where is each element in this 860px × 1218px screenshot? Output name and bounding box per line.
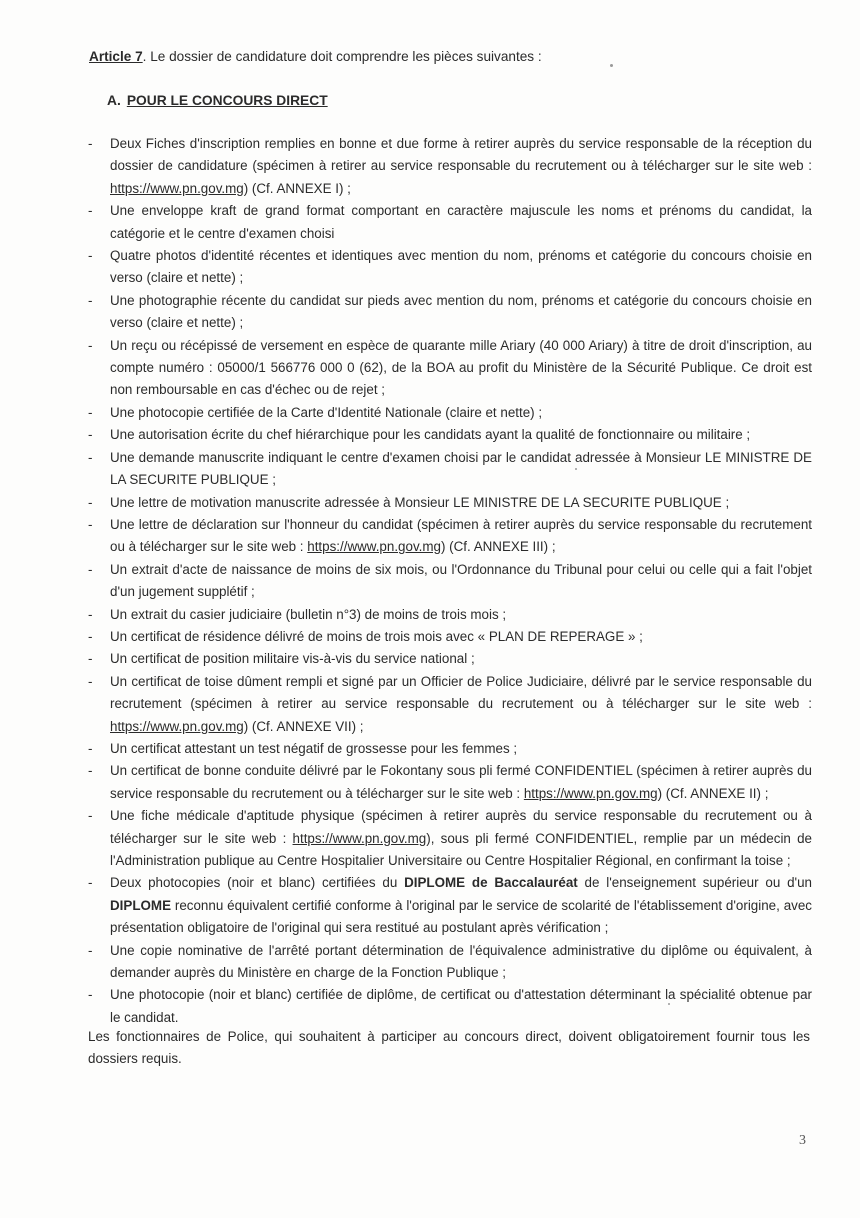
list-item [88,290,812,335]
bullet-dash: - [88,449,93,465]
item-text: Une lettre de motivation manuscrite adressée à Monsieur LE MINISTRE DE LA SECURITE PUBLIQUE ; [110,494,730,510]
list-item [88,335,812,402]
item-text: Deux Fiches d'inscription remplies en bonne et due forme à retirer auprès du service responsable de la réception du dossier de candidature (spécimen à retirer au service responsable du recrutement ou à télécharger sur le site web : [110,136,812,174]
bullet-dash: - [88,561,93,577]
article-heading [89,48,542,66]
bullet-dash: - [88,628,93,644]
bullet-dash: - [88,337,93,353]
bullet-dash: - [88,516,93,532]
item-text: Une lettre de déclaration sur l'honneur du candidat (spécimen à retirer auprès du service responsable du recrutement ou à télécharger sur le site web : [110,516,812,555]
item-text: Un certificat attestant un test négatif de grossesse pour les femmes ; [110,740,518,756]
list-item [88,671,812,738]
bullet-dash: - [88,248,93,264]
page-number: 3 [799,1133,806,1148]
bullet-dash: - [88,136,93,151]
item-text: Un reçu ou récépissé de versement en espèce de quarante mille Ariary (40 000 Ariary) à titre de droit d'inscription, au compte numéro : 05000/1 566776 000 0 (62), de la BOA au profit du Ministère de la Sécurité Publique. Ce droit est non remboursable en cas d'échec ou de rejet ; [110,337,812,398]
bullet-dash: - [88,808,93,824]
item-text: Un extrait d'acte de naissance de moins de six mois, ou l'Ordonnance du Tribunal pour celui ou celle qui a fait l'objet d'un jugement supplétif ; [110,561,812,600]
bullet-dash: - [88,673,93,689]
bullet-dash: - [88,606,93,622]
item-text: Un certificat de bonne conduite délivré par le Fokontany sous pli fermé CONFIDENTIEL (spécimen à retirer auprès du service responsable du recrutement ou à télécharger sur le site web : [110,763,812,801]
list-item [88,738,812,760]
list-item [88,872,812,939]
item-text: Une enveloppe kraft de grand format comportant en caractère majuscule les noms et prénoms du candidat, la catégorie et le centre d'examen choisi [110,203,812,241]
bullet-dash: - [88,763,93,779]
website-link[interactable]: https://www.pn.gov.mg [307,539,441,555]
item-text: de l'enseignement supérieur ou d'un [577,875,812,891]
list-item [88,447,812,492]
item-text: reconnu équivalent certifié conforme à l'original par le service de scolarité de l'établissement d'origine, avec présentation obligatoire de l'original qui sera restitué au postulant après vérification ; [110,897,812,936]
item-text: ) (Cf. ANNEXE I) ; [243,180,351,196]
section-heading [107,92,328,110]
website-link[interactable]: https://www.pn.gov.mg [523,785,658,801]
item-text: Une photocopie (noir et blanc) certifiée de diplôme, de certificat ou d'attestation déterminant la spécialité obtenue par le candidat. [110,987,812,1025]
list-item [88,805,812,872]
bullet-dash: - [88,292,93,308]
item-text: Une demande manuscrite indiquant le centre d'examen choisi par le candidat adressée à Monsieur LE MINISTRE DE LA SECURITE PUBLIQUE ; [110,449,812,488]
item-text: ), sous pli fermé CONFIDENTIEL, remplie par un médecin de l'Administration publique au Centre Hospitalier Universitaire ou Centre Hospitalier Régional, en confirmant la toise ; [110,830,812,868]
list-item [88,760,812,805]
website-link[interactable]: https://www.pn.gov.mg [110,180,244,196]
list-item [88,648,812,670]
bullet-dash: - [88,203,93,219]
list-item [88,245,812,290]
list-item [88,200,812,245]
bullet-dash: - [88,942,93,958]
item-text: Deux photocopies (noir et blanc) certifiées du [110,875,405,891]
item-text: ) (Cf. ANNEXE III) ; [440,539,556,555]
bullet-dash: - [88,740,93,756]
item-text: Un certificat de résidence délivré de moins de trois mois avec « PLAN DE REPERAGE » ; [110,628,643,644]
article-label: Article 7 [89,49,143,64]
item-text: Une photocopie certifiée de la Carte d'Identité Nationale (claire et nette) ; [110,404,543,420]
item-text: Un certificat de toise dûment rempli et signé par un Officier de Police Judiciaire, délivré par le service responsable du recrutement (spécimen à retirer au service responsable du recrutement ou à télécharger sur le site web : [110,673,812,712]
item-text: Une photographie récente du candidat sur pieds avec mention du nom, prénoms et catégorie du concours choisie en verso (claire et nette) ; [110,292,812,331]
list-item [88,940,812,985]
bullet-dash: - [88,875,93,891]
scan-speck [610,64,613,67]
bullet-dash: - [88,987,93,1003]
item-text: Une fiche médicale d'aptitude physique (spécimen à retirer auprès du service responsable du recrutement ou à télécharger sur le site web : [110,808,812,846]
item-text: ) (Cf. ANNEXE VII) ; [243,718,364,734]
bullet-dash: - [88,651,93,667]
list-item [88,604,812,626]
bullet-dash: - [88,494,93,510]
item-text-bold: DIPLOME de Baccalauréat [404,875,578,891]
item-text: Quatre photos d'identité récentes et identiques avec mention du nom, prénoms et catégorie du concours choisie en verso (claire et nette) ; [110,248,812,286]
website-link[interactable]: https://www.pn.gov.mg [110,718,244,734]
item-text-bold: DIPLOME [110,897,172,913]
item-text: Un extrait du casier judiciaire (bulletin n°3) de moins de trois mois ; [110,606,507,622]
list-item [88,514,812,559]
bullet-dash: - [88,404,93,420]
item-text: ) (Cf. ANNEXE II) ; [657,785,769,801]
section-letter: A. [107,93,121,108]
list-item [88,626,812,648]
list-item [88,402,812,424]
list-item [88,492,812,514]
website-link[interactable]: https://www.pn.gov.mg [292,830,427,846]
list-item [88,133,812,200]
bullet-dash: - [88,427,93,443]
list-item [88,984,812,1029]
item-text: Une autorisation écrite du chef hiérarchique pour les candidats ayant la qualité de fonctionnaire ou militaire ; [110,427,751,443]
list-item [88,424,812,446]
item-text: Un certificat de position militaire vis-à-vis du service national ; [110,651,475,667]
required-documents-list [88,133,812,1029]
closing-paragraph: Les fonctionnaires de Police, qui souhaitent à participer au concours direct, doivent obligatoirement fournir tous les dossiers requis. [88,1029,810,1067]
article-text: . Le dossier de candidature doit comprendre les pièces suivantes : [142,49,542,64]
section-title: POUR LE CONCOURS DIRECT [126,93,328,108]
item-text: Une copie nominative de l'arrêté portant détermination de l'équivalence administrative du diplôme ou équivalent, à demander auprès du Ministère en charge de la Fonction Publique ; [110,942,812,981]
list-item [88,559,812,604]
